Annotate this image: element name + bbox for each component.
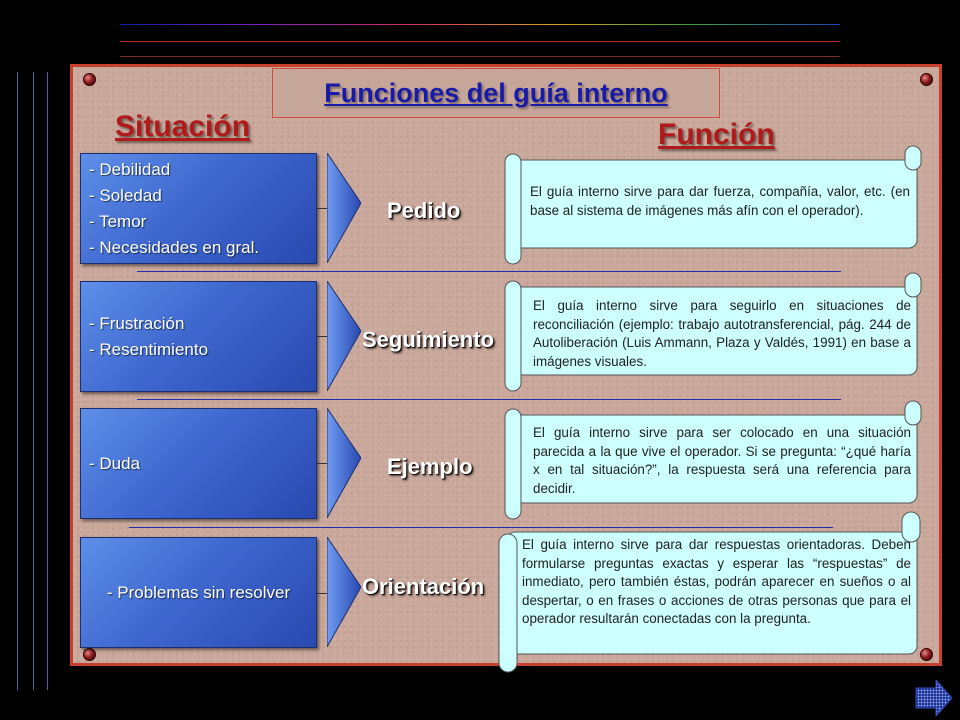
title-box	[272, 68, 720, 118]
scroll-2	[503, 273, 921, 391]
situation-item: - Frustración	[89, 313, 185, 333]
situation-item: - Resentimiento	[89, 339, 209, 359]
scroll-text: El guía interno sirve para ser colocado en una situación parecida a la que vive el operador. Si se pregunta: “¿qué haría x en tal situación?”, la respuesta será una referencia para decidir.	[533, 425, 911, 496]
scroll-3	[503, 401, 921, 519]
screw-icon	[920, 73, 933, 86]
row-separator	[137, 399, 841, 400]
chevron-arrow-icon	[327, 281, 361, 391]
chevron-arrow-icon	[327, 408, 361, 518]
top-line-red	[120, 41, 840, 42]
left-vertical-line	[47, 72, 48, 690]
top-rainbow-line	[120, 24, 840, 25]
heading-situacion: Situación	[115, 110, 251, 143]
chevron-arrow-icon	[327, 153, 361, 263]
screw-icon	[83, 73, 96, 86]
situation-box-4	[80, 537, 317, 648]
left-vertical-line	[17, 72, 18, 690]
scroll-text: El guía interno sirve para seguirlo en situaciones de reconciliación (ejemplo: trabajo autotransferencial, pág. 244 de Autoliberación (Luis Ammann, Plaza y Valdés, 1991) en base a imágenes visuales.	[533, 298, 911, 369]
situation-item: - Debilidad	[89, 159, 171, 179]
left-vertical-line	[33, 72, 34, 690]
situation-box-1	[80, 153, 317, 264]
situation-item: - Problemas sin resolver	[106, 582, 291, 602]
scroll-text: El guía interno sirve para dar fuerza, compañía, valor, etc. (en base al sistema de imágenes más afín con el operador).	[530, 184, 910, 218]
screw-icon	[83, 648, 96, 661]
screw-icon	[920, 648, 933, 661]
top-line-dark	[120, 56, 840, 57]
function-label-ejemplo: Ejemplo	[387, 454, 473, 479]
heading-funcion: Función	[658, 118, 775, 151]
situation-item: - Temor	[89, 211, 147, 231]
scroll-1	[503, 146, 921, 264]
row-separator	[137, 271, 841, 272]
situation-box-2	[80, 281, 317, 392]
situation-box-3	[80, 408, 317, 519]
chevron-arrow-icon	[327, 537, 361, 647]
scroll-4	[497, 512, 921, 672]
function-label-orientacion: Orientación	[362, 574, 485, 599]
situation-item: - Soledad	[89, 185, 162, 205]
situation-item: - Necesidades en gral.	[89, 237, 260, 257]
page-title: Funciones del guía interno	[324, 77, 668, 108]
function-label-seguimiento: Seguimiento	[362, 327, 495, 352]
situation-item: - Duda	[89, 453, 141, 473]
scroll-text: El guía interno sirve para dar respuestas orientadoras. Deben formularse preguntas exactas y esperar las “respuestas” de inmediato, pero también éstas, podrán aparecer en sueños o al despertar, o en frases o acciones de otras personas que para el operador resultarán conectadas con la pregunta.	[522, 537, 911, 626]
function-label-pedido: Pedido	[387, 198, 461, 223]
next-arrow-icon[interactable]	[914, 680, 954, 716]
